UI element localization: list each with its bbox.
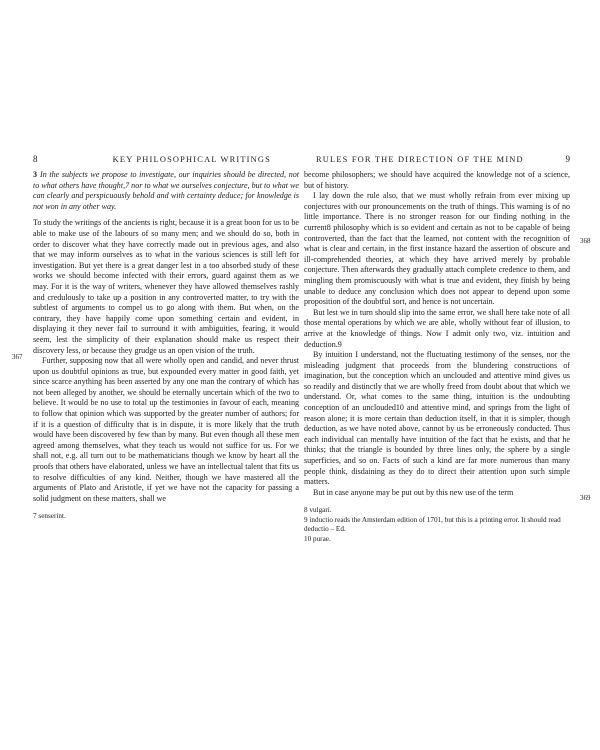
left-footnotes <box>33 512 299 521</box>
right-running-header <box>304 150 570 164</box>
left-footnote: 7 senserint. <box>33 512 66 521</box>
rule-number: 3 <box>33 170 38 179</box>
rule-statement <box>33 170 299 212</box>
right-footnote-1: 8 vulgari. <box>304 506 332 515</box>
right-paragraph-2: I lay down the rule also, that we must wholly refrain from ever mixing up conjectures with our pronouncements on the truth of things. This warning is of no little importance. There is no stronger reason for our finding nothing in the current8 philosophy which is so evident and certain as not to be capable of being controverted, than the fact that the learned, not content with the recognition of what is clear and certain, in the first instance hazard the assertion of obscure and ill-comprehended theories, at which they have arrived merely by probable conjecture. Then afterwards they gradually attach complete credence to them, and mingling them promiscuously with what is true and evident, they finish by being unable to deduce any conclusion which does not appear to depend upon some proposition of the doubtful sort, and hence is not uncertain. <box>304 191 570 307</box>
left-paragraph-1: To study the writings of the ancients is right, because it is a great boon for us to be able to make use of the labours of so many men; and we should do so, both in order to discover what they have correctly made out in previous ages, and also that we may inform ourselves as to what in the various sciences is still left for investigation. But yet there is a great danger lest in a too absorbed study of these works we should become infected with their errors, guard against them as we may. For it is the way of writers, whenever they have allowed themselves rashly and credulously to take up a position in any controverted matter, to try with the subtlest of arguments to compel us to go along with them. But when, on the contrary, they have happily come upon something certain and evident, in displaying it they never fail to surround it with ambiguities, fearing, it would seem, lest the simplicity of their explanation should make us respect their discovery less, or because they grudge us an open vision of the truth. <box>33 218 299 355</box>
left-running-head: KEY PHILOSOPHICAL WRITINGS <box>112 155 271 164</box>
right-paragraph-3: But lest we in turn should slip into the same error, we shall here take note of all those mental operations by which we are able, wholly without fear of illusion, to arrive at the knowledge of things. Now I admit only two, viz. intuition and deduction.9 <box>304 307 570 349</box>
right-paragraph-4: By intuition I understand, not the fluctuating testimony of the senses, nor the misleading judgment that proceeds from the blundering constructions of imagination, but the conception which an unclouded and attentive mind gives us so readily and distinctly that we are wholly freed from doubt about that which we understand. Or, what comes to the same thing, intuition is the undoubting conception of an unclouded10 and attentive mind, and springs from the light of reason alone; it is more certain than deduction itself, in that it is simpler, though deduction, as we have noted above, cannot by us be erroneously conducted. Thus each individual can mentally have intuition of the fact that he exists, and that he thinks; that the triangle is bounded by three lines only, the sphere by a single superficies, and so on. Facts of such a kind are far more numerous than many people think, disdaining as they do to direct their attention upon such simple matters. <box>304 350 570 487</box>
right-page-number: 9 <box>565 154 570 164</box>
left-running-header <box>33 150 299 164</box>
right-margin-number-2: 369 <box>580 494 591 502</box>
rule-text: In the subjects we propose to investigate, our inquiries should be directed, not to what others have thought,7 nor to what we ourselves conjecture, but to what we can clearly and perspicuously behold and with certainty deduce; for knowledge is not won in any other way. <box>33 170 299 211</box>
left-margin-number: 367 <box>12 353 23 361</box>
right-paragraph-5: But in case anyone may be put out by this new use of the term <box>313 487 514 497</box>
right-footnotes <box>304 506 570 544</box>
left-paragraph-2: Further, supposing now that all were wholly open and candid, and never thrust upon us doubtful opinions as true, but expounded every matter in good faith, yet since scarce anything has been asserted by any one man the contrary of which has not been alleged by another, we should be eternally uncertain which of the two to believe. It would be no use to total up the testimonies in favour of each, meaning to follow that opinion which was supported by the greater number of authors; for if it is a question of difficulty that is in dispute, it is more likely that the truth would have been discovered by few than by many. But even though all these men agreed among themselves, what they teach us would not suffice for us. For we shall not, e.g. all turn out to be mathematicians though we know by heart all the proofs that others have elaborated, unless we have an intellectual talent that fits us to resolve difficulties of any kind. Neither, though we have mastered all the arguments of Plato and Aristotle, if yet we have not the capacity for passing a solid judgment on these matters, shall we <box>33 356 299 503</box>
left-page-number: 8 <box>33 154 38 164</box>
right-page <box>304 150 570 544</box>
left-page <box>33 150 299 522</box>
right-margin-number-1: 368 <box>580 237 591 245</box>
right-body <box>304 170 570 498</box>
left-body <box>33 170 299 504</box>
right-running-head: RULES FOR THE DIRECTION OF THE MIND <box>316 155 524 164</box>
right-footnote-3: 10 purae. <box>304 534 331 543</box>
right-footnote-2: 9 inductio reads the Amsterdam edition of 1701, but this is a printing error. It should read deductio – Ed. <box>304 515 561 534</box>
right-paragraph-1: become philosophers; we should have acquired the knowledge not of a science, but of history. <box>304 170 570 190</box>
